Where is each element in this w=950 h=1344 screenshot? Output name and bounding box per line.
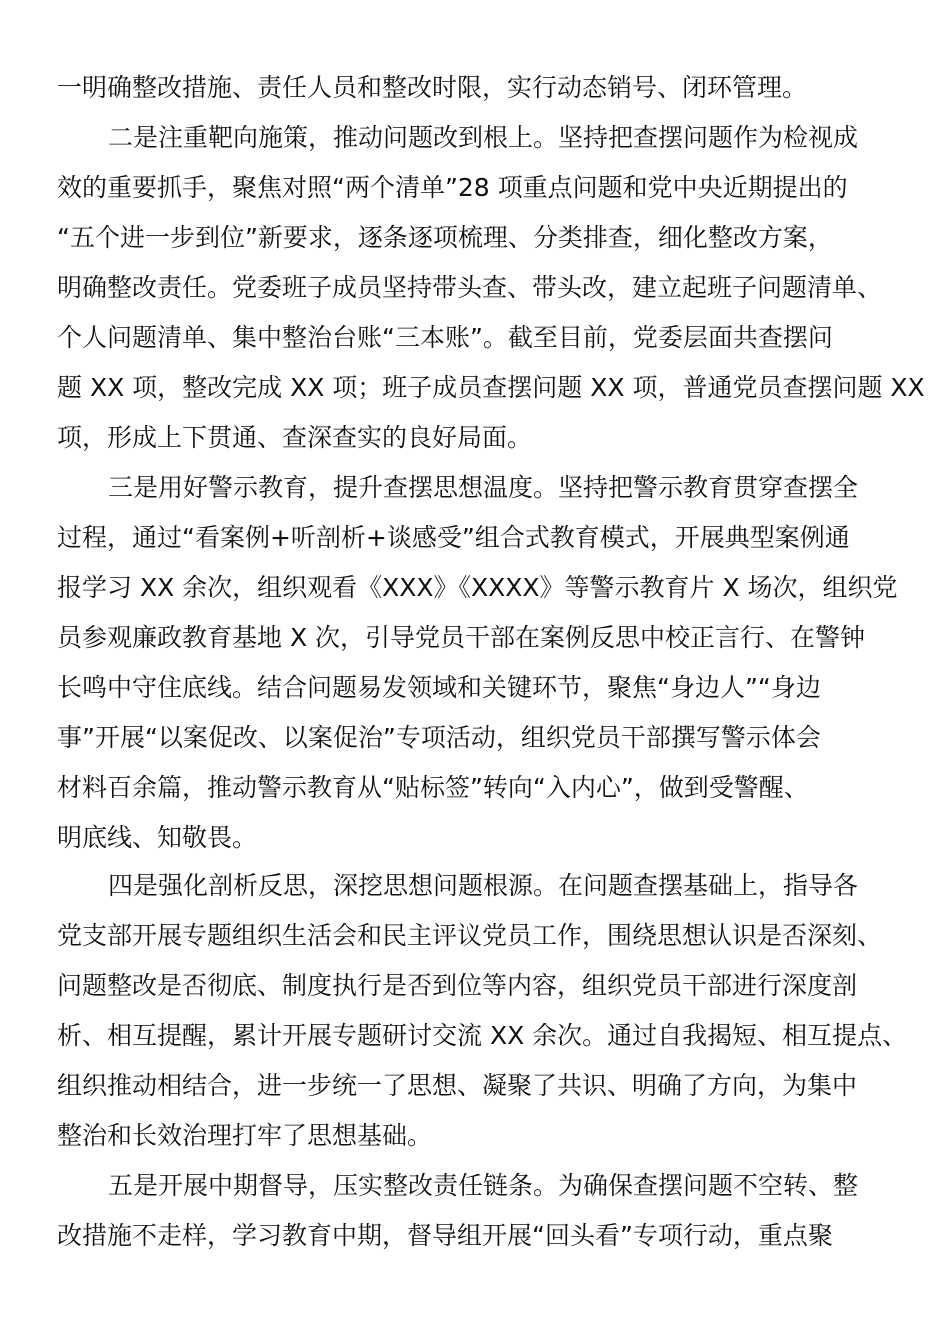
text-line: 党支部开展专题组织生活会和民主评议党员工作，围绕思想认识是否深刻、	[57, 921, 883, 950]
paragraph-heading-line: 三是用好警示教育，提升查摆思想温度。坚持把警示教育贯穿查摆全	[108, 473, 859, 502]
text-line: “五个进一步到位”新要求，逐条逐项梳理、分类排查，细化整改方案，	[57, 223, 833, 252]
text-line: 明底线、知敬畏。	[57, 823, 258, 852]
text-line: 明确整改责任。党委班子成员坚持带头查、带头改，建立起班子问题清单、	[57, 273, 883, 302]
paragraph-heading-line: 二是注重靶向施策，推动问题改到根上。坚持把查摆问题作为检视成	[108, 123, 859, 152]
paragraph-heading-line: 四是强化剖析反思，深挖思想问题根源。在问题查摆基础上，指导各	[108, 871, 859, 900]
text-line: 事”开展“以案促改、以案促治”专项活动，组织党员干部撰写警示体会	[57, 723, 821, 752]
text-line: 问题整改是否彻底、制度执行是否到位等内容，组织党员干部进行深度剖	[57, 971, 858, 1000]
text-line: 项，形成上下贯通、查深查实的良好局面。	[57, 423, 533, 452]
text-line: 材料百余篇，推动警示教育从“贴标签”转向“入内心”，做到受警醒、	[57, 773, 809, 802]
text-line: 组织推动相结合，进一步统一了思想、凝聚了共识、明确了方向，为集中	[57, 1071, 858, 1100]
text-line: 个人问题清单、集中整治台账“三本账”。截至目前，党委层面共查摆问	[57, 323, 833, 352]
paragraph-heading-line: 五是开展中期督导，压实整改责任链条。为确保查摆问题不空转、整	[108, 1171, 859, 1200]
text-line: 整治和长效治理打牢了思想基础。	[57, 1121, 433, 1150]
text-line: 效的重要抓手，聚焦对照“两个清单”28 项重点问题和党中央近期提出的	[57, 173, 848, 202]
text-line: 析、相互提醒，累计开展专题研讨交流 XX 余次。通过自我揭短、相互提点、	[57, 1021, 908, 1050]
text-line: 题 XX 项，整改完成 XX 项；班子成员查摆问题 XX 项，普通党员查摆问题 XX	[57, 373, 925, 402]
text-line: 一明确整改措施、责任人员和整改时限，实行动态销号、闭环管理。	[57, 73, 808, 102]
text-line: 改措施不走样，学习教育中期，督导组开展“回头看”专项行动，重点聚	[57, 1221, 833, 1250]
text-line: 过程，通过“看案例+听剖析+谈感受”组合式教育模式，开展典型案例通	[57, 523, 850, 552]
text-line: 报学习 XX 余次，组织观看《XXX》《XXXX》等警示教育片 X 场次，组织党	[57, 573, 898, 602]
text-line: 长鸣中守住底线。结合问题易发领域和关键环节，聚焦“身边人”“身边	[57, 673, 821, 702]
text-line: 员参观廉政教育基地 X 次，引导党员干部在案例反思中校正言行、在警钟	[57, 623, 866, 652]
